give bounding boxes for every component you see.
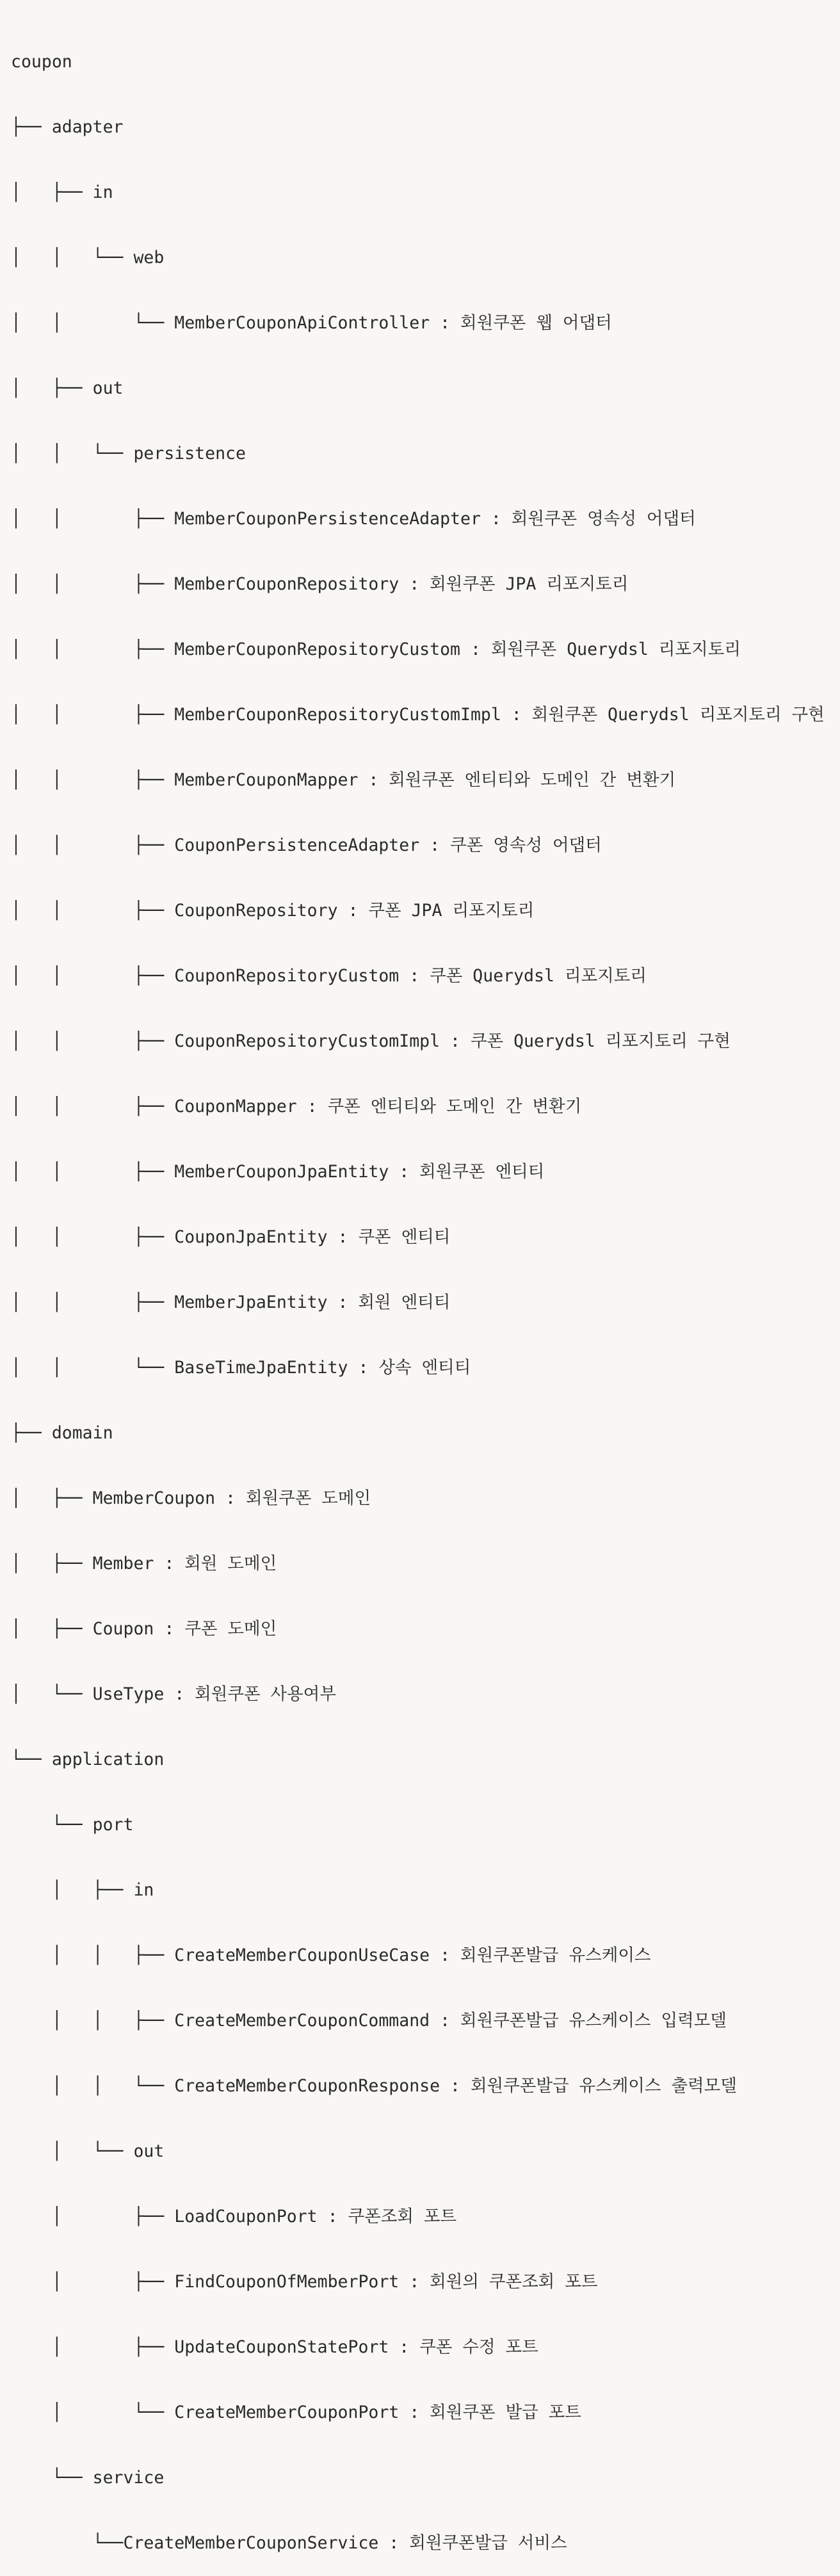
tree-line-coupon-repository-custom-impl: │ │ ├── CouponRepositoryCustomImpl : 쿠폰 Querydsl 리포지토리 구현 [11,1031,731,1051]
tree-line-create-member-coupon-service: └──CreateMemberCouponService : 회원쿠폰발급 서비스 [11,2533,567,2553]
tree-line-domain: ├── domain [11,1423,113,1443]
tree-line-coupon-repository-custom: │ │ ├── CouponRepositoryCustom : 쿠폰 Querydsl 리포지토리 [11,966,647,986]
tree-line-use-type: │ └── UseType : 회원쿠폰 사용여부 [11,1684,336,1704]
tree-line-adapter-out: │ ├── out [11,378,124,398]
tree-line-update-coupon-state-port: │ ├── UpdateCouponStatePort : 쿠폰 수정 포트 [11,2337,538,2357]
tree-line-persistence: │ │ └── persistence [11,444,246,463]
tree-line-member-coupon-repository: │ │ ├── MemberCouponRepository : 회원쿠폰 JPA 리포지토리 [11,574,629,594]
tree-line-member-coupon-repository-custom-impl: │ │ ├── MemberCouponRepositoryCustomImpl : 회원쿠폰 Querydsl 리포지토리 구현 [11,705,825,725]
tree-line-port-in: │ ├── in [11,1880,154,1900]
tree-line-member-coupon-api-controller: │ │ └── MemberCouponApiController : 회원쿠폰 웹 어댑터 [11,313,612,333]
tree-line-create-member-coupon-use-case: │ │ ├── CreateMemberCouponUseCase : 회원쿠폰발급 유스케이스 [11,1945,651,1965]
tree-line-application: └── application [11,1750,165,1769]
tree-line-member-coupon-persistence-adapter: │ │ ├── MemberCouponPersistenceAdapter : 회원쿠폰 영속성 어댑터 [11,509,696,529]
tree-line-member-jpa-entity: │ │ ├── MemberJpaEntity : 회원 엔티티 [11,1292,451,1312]
tree-line-coupon-repository: │ │ ├── CouponRepository : 쿠폰 JPA 리포지토리 [11,901,535,921]
tree-line-member: │ ├── Member : 회원 도메인 [11,1554,277,1574]
tree-line-load-coupon-port: │ ├── LoadCouponPort : 쿠폰조회 포트 [11,2207,457,2226]
tree-line-base-time-jpa-entity: │ │ └── BaseTimeJpaEntity : 상속 엔티티 [11,1358,471,1378]
tree-line-coupon-domain: │ ├── Coupon : 쿠폰 도메인 [11,1619,277,1639]
tree-line-adapter-in: │ ├── in [11,182,113,202]
tree-line-adapter: ├── adapter [11,117,124,137]
tree-line-port: └── port [11,1815,134,1835]
tree-line-web: │ │ └── web [11,248,165,268]
tree-line-create-member-coupon-response: │ │ └── CreateMemberCouponResponse : 회원쿠폰발급 유스케이스 출력모델 [11,2076,737,2096]
tree-line-coupon-persistence-adapter: │ │ ├── CouponPersistenceAdapter : 쿠폰 영속성 어댑터 [11,835,602,855]
tree-line-member-coupon-jpa-entity: │ │ ├── MemberCouponJpaEntity : 회원쿠폰 엔티티 [11,1162,545,1182]
tree-line-member-coupon-repository-custom: │ │ ├── MemberCouponRepositoryCustom : 회원쿠폰 Querydsl 리포지토리 [11,640,741,659]
tree-line-coupon: coupon [11,52,72,72]
tree-line-service: └── service [11,2468,165,2488]
tree-line-coupon-mapper: │ │ ├── CouponMapper : 쿠폰 엔티티와 도메인 간 변환기 [11,1097,582,1116]
tree-line-find-coupon-of-member-port: │ ├── FindCouponOfMemberPort : 회원의 쿠폰조회 포트 [11,2272,598,2292]
tree-line-coupon-jpa-entity: │ │ ├── CouponJpaEntity : 쿠폰 엔티티 [11,1227,451,1247]
tree-line-create-member-coupon-command: │ │ ├── CreateMemberCouponCommand : 회원쿠폰발급 유스케이스 입력모델 [11,2011,727,2031]
tree-line-port-out: │ └── out [11,2141,165,2161]
tree-line-create-member-coupon-port: │ └── CreateMemberCouponPort : 회원쿠폰 발급 포트 [11,2403,581,2422]
tree-line-member-coupon-mapper: │ │ ├── MemberCouponMapper : 회원쿠폰 엔티티와 도메인 간 변환기 [11,770,676,790]
tree-line-member-coupon: │ ├── MemberCoupon : 회원쿠폰 도메인 [11,1488,371,1508]
directory-tree [11,10,825,2576]
